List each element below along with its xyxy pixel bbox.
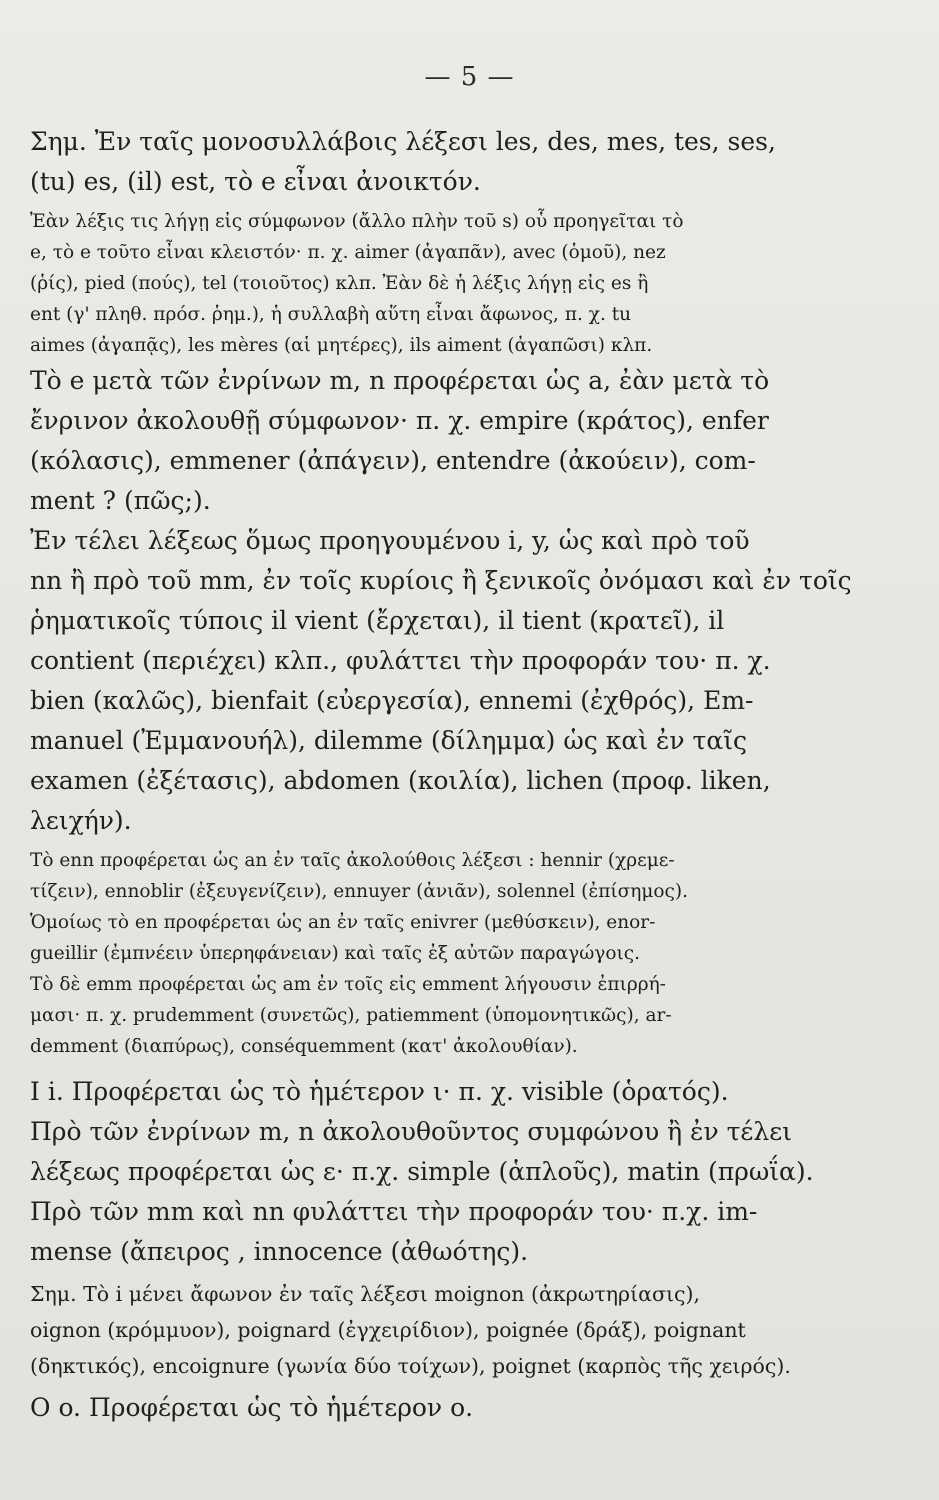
text-line: τίζειν), ennoblir (ἐξευγενίζειν), ennuyer (ἀνιᾶν), solennel (ἐπίσημος). [30,881,688,902]
text-line: mense (ἄπειρος , innocence (ἀθωότης). [30,1237,529,1266]
text-line: ῥηματικοῖς τύποις il vient (ἔρχεται), il tient (κρατεῖ), il [30,606,725,635]
text-line: O o. Προφέρεται ὡς τὸ ἡμέτερον ο. [30,1393,474,1422]
body-text [30,122,910,1428]
text-line: ment ? (πῶς;). [30,486,211,515]
text-line: oignon (κρόμμυον), poignard (ἐγχειρίδιον), poignée (δράξ), poignant [30,1318,746,1342]
text-line: gueillir (ἐμπνέειν ὑπερηφάνειαν) καὶ ταῖς ἐξ αὐτῶν παραγώγοις. [30,943,640,964]
text-line: Τὸ δὲ emm προφέρεται ὡς am ἐν τοῖς εἰς emment λήγουσιν ἐπιρρή- [30,974,666,995]
text-line: Τὸ enn προφέρεται ὡς an ἐν ταῖς ἀκολούθοις λέξεσι : hennir (χρεμε- [30,850,675,871]
text-line: nn ἢ πρὸ τοῦ mm, ἐν τοῖς κυρίοις ἢ ξενικοῖς ὀνόμασι καὶ ἐν τοῖς [30,566,852,595]
text-line: I i. Προφέρεται ὡς τὸ ἡμέτερον ι· π. χ. visible (ὁρατός). [30,1077,729,1106]
text-line: contient (περιέχει) κλπ., φυλάττει τὴν προφοράν του· π. χ. [30,646,771,675]
text-line: (tu) es, (il) est, τὸ e εἶναι ἀνοικτόν. [30,167,481,196]
text-line: Ἐν τέλει λέξεως ὅμως προηγουμένου i, y, ὡς καὶ πρὸ τοῦ [30,526,750,555]
text-line: (ῥίς), pied (πούς), tel (τοιοῦτος) κλπ. Ἐὰν δὲ ἡ λέξις λήγῃ εἰς es ἢ [30,273,649,294]
text-line: (κόλασις), emmener (ἀπάγειν), entendre (ἀκούειν), com- [30,446,756,475]
text-line: Πρὸ τῶν mm καὶ nn φυλάττει τὴν προφοράν του· π.χ. im- [30,1197,758,1226]
text-line: examen (ἐξέτασις), abdomen (κοιλία), lichen (προφ. liken, [30,766,771,795]
text-line: bien (καλῶς), bienfait (εὐεργεσία), ennemi (ἐχθρός), Em- [30,686,754,715]
text-line: Ὁμοίως τὸ en προφέρεται ὡς an ἐν ταῖς enivrer (μεθύσκειν), enor- [30,912,656,933]
text-line: aimes (ἀγαπᾷς), les mères (αἱ μητέρες), ils aiment (ἀγαπῶσι) κλπ. [30,335,653,356]
text-line: μασι· π. χ. prudemment (συνετῶς), patiemment (ὑπομονητικῶς), ar- [30,1005,672,1026]
page-number: — 5 — [424,62,515,92]
text-line: Σημ. Ἐν ταῖς μονοσυλλάβοις λέξεσι les, des, mes, tes, ses, [30,127,776,156]
text-line: Τὸ e μετὰ τῶν ἐνρίνων m, n προφέρεται ὡς a, ἐὰν μετὰ τὸ [30,366,770,395]
text-line: ent (γ' πληθ. πρόσ. ῥημ.), ἡ συλλαβὴ αὕτη εἶναι ἄφωνος, π. χ. tu [30,304,632,325]
text-line: λέξεως προφέρεται ὡς ε· π.χ. simple (ἁπλοῦς), matin (πρωΐα). [30,1157,814,1186]
text-line: manuel (Ἐμμανουήλ), dilemme (δίλημμα) ὡς καὶ ἐν ταῖς [30,726,748,755]
text-line: Ἐὰν λέξις τις λήγῃ εἰς σύμφωνον (ἄλλο πλὴν τοῦ s) οὗ προηγεῖται τὸ [30,211,684,232]
text-line: Σημ. Τὸ i μένει ἄφωνον ἐν ταῖς λέξεσι moignon (ἀκρωτηρίασις), [30,1282,701,1306]
text-line: λειχήν). [30,806,132,835]
text-line: e, τὸ e τοῦτο εἶναι κλειστόν· π. χ. aimer (ἀγαπᾶν), avec (ὁμοῦ), nez [30,242,666,263]
text-line: (δηκτικός), encoignure (γωνία δύο τοίχων), poignet (καρπὸς τῆς χειρός). [30,1354,791,1378]
text-line: demment (διαπύρως), conséquemment (κατ' ἀκολουθίαν). [30,1036,578,1057]
text-line: Πρὸ τῶν ἐνρίνων m, n ἀκολουθοῦντος συμφώνου ἢ ἐν τέλει [30,1117,792,1146]
text-line: ἔνρινον ἀκολουθῇ σύμφωνον· π. χ. empire (κράτος), enfer [30,406,769,435]
